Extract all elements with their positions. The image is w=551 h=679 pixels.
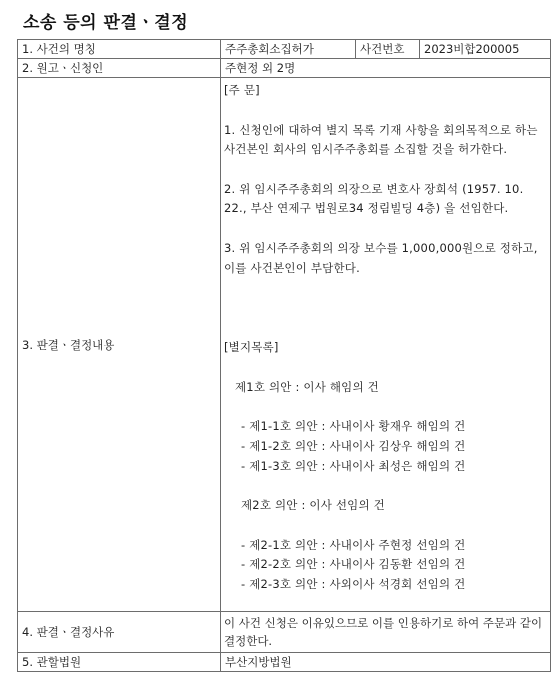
row-decision [18, 78, 551, 612]
row-reason [18, 612, 551, 653]
agenda-2-item: - 제2-1호 의안 : 사내이사 주현정 선임의 건 [241, 537, 466, 552]
reason-value: 이 사건 신청은 이유있으므로 이를 인용하기로 하여 주문과 같이 결정한다. [221, 612, 551, 653]
order-item-3: 3. 위 임시주주총회의 의장 보수를 1,000,000원으로 정하고, 이를 사건본인이 부담한다. [224, 240, 538, 275]
case-name-value: 주주총회소집허가 [221, 40, 356, 59]
decision-label: 3. 판결ㆍ결정내용 [18, 78, 221, 612]
order-heading: [주 문] [224, 83, 260, 97]
agenda-1-item: - 제1-2호 의안 : 사내이사 김상우 해임의 건 [241, 438, 466, 453]
page-title: 소송 등의 판결ㆍ결정 [23, 13, 189, 33]
annex-heading: [별지목록] [224, 340, 279, 355]
court-label: 5. 관할법원 [18, 653, 221, 672]
row-court [18, 653, 551, 672]
case-name-label: 1. 사건의 명칭 [18, 40, 221, 59]
reason-label: 4. 판결ㆍ결정사유 [18, 612, 221, 653]
decision-content [221, 78, 551, 612]
agenda-1-item: - 제1-1호 의안 : 사내이사 황재우 해임의 건 [241, 419, 466, 434]
case-number-value: 2023비합200005 [420, 40, 551, 59]
court-value: 부산지방법원 [221, 653, 551, 672]
row-parties [18, 59, 551, 78]
agenda-1-item: - 제1-3호 의안 : 사내이사 최성은 해임의 건 [241, 458, 466, 473]
agenda-2-item: - 제2-2호 의안 : 사내이사 김동환 선임의 건 [241, 557, 466, 572]
case-number-label: 사건번호 [356, 40, 420, 59]
parties-label: 2. 원고ㆍ신청인 [18, 59, 221, 78]
agenda-1-title: 제1호 의안 : 이사 해임의 건 [235, 379, 379, 394]
row-case-name [18, 40, 551, 59]
order-item-2: 2. 위 임시주주총회의 의장으로 변호사 장희석 (1957. 10. 22., 부산 연제구 법원로34 정림빌딩 4층) 을 선임한다. [224, 181, 524, 216]
disclosure-table [17, 39, 551, 672]
agenda-2-title: 제2호 의안 : 이사 선임의 건 [241, 498, 385, 513]
order-item-1: 1. 신청인에 대하여 별지 목록 기재 사항을 회의목적으로 하는 사건본인 회사의 임시주주총회를 소집할 것을 허가한다. [224, 122, 538, 157]
parties-value: 주현정 외 2명 [221, 59, 551, 78]
agenda-2-item: - 제2-3호 의안 : 사외이사 석경회 선임의 건 [241, 576, 466, 591]
